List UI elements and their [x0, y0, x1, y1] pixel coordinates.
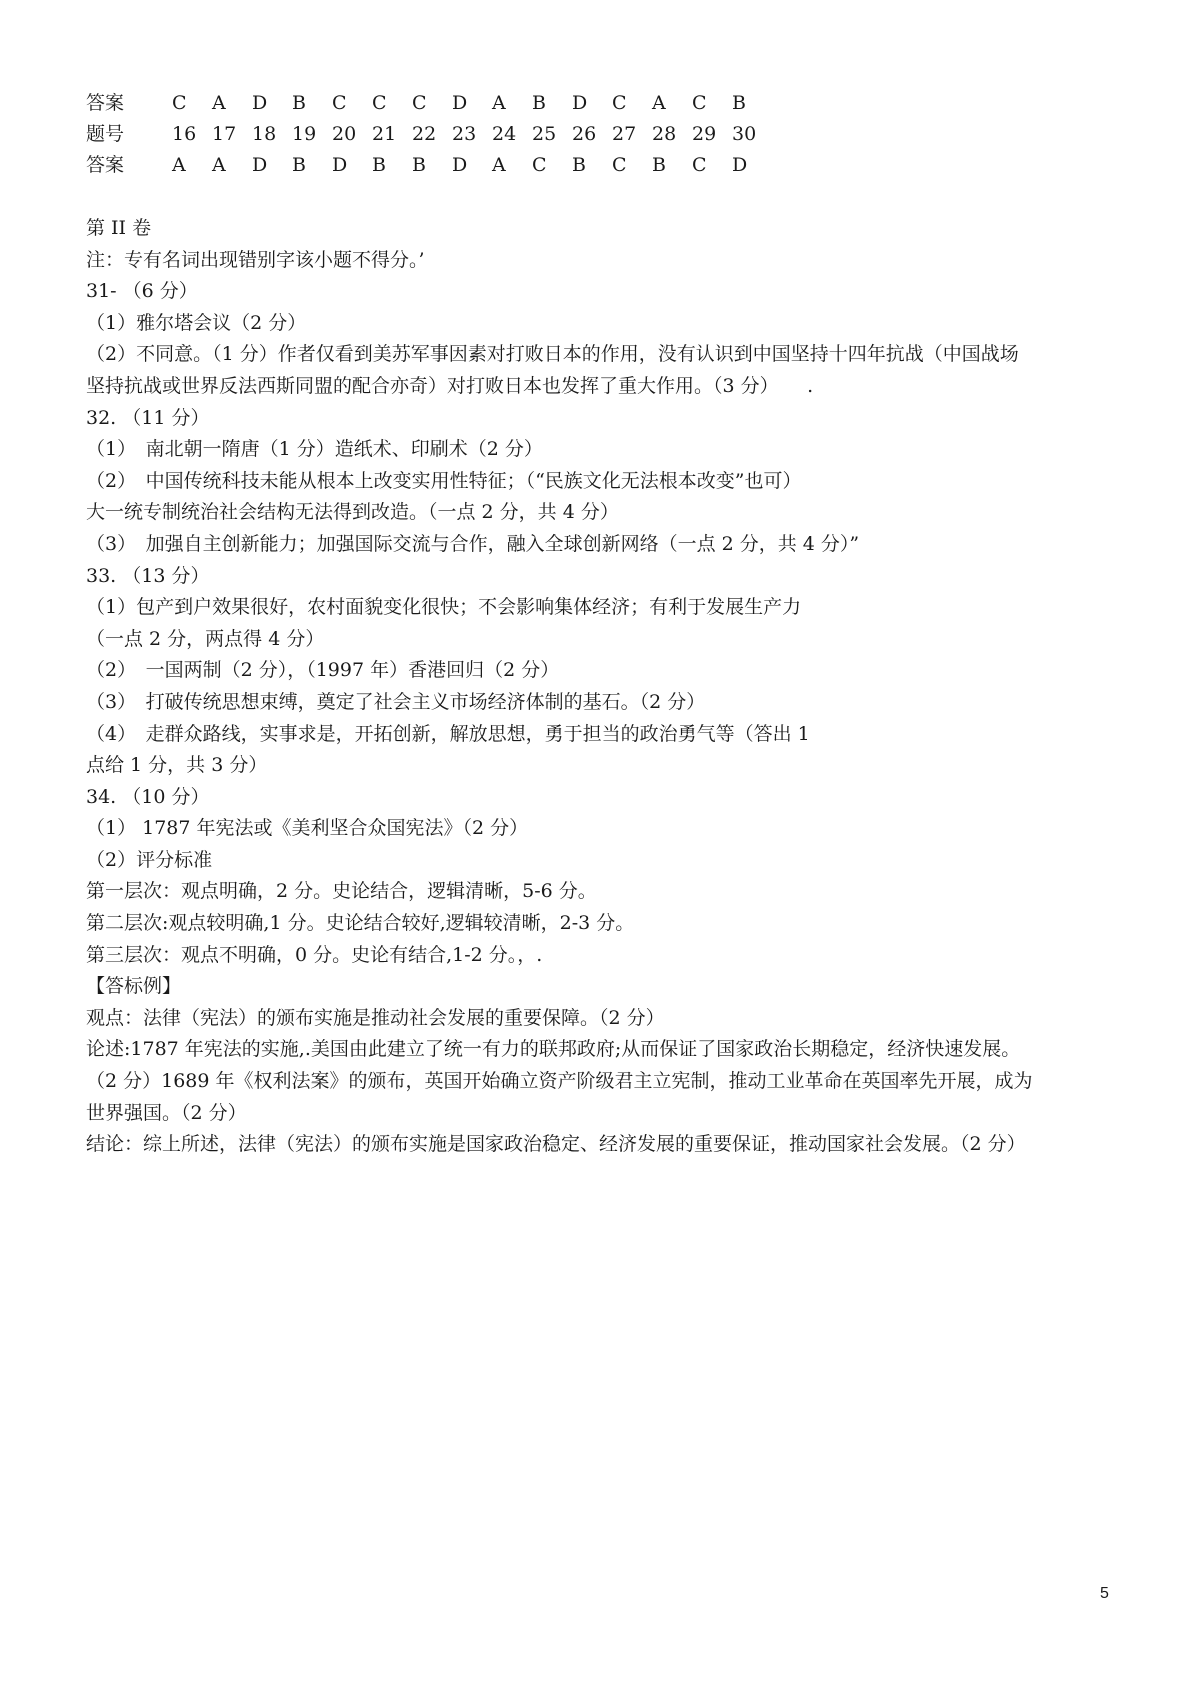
text-line: （2） 一国两制（2 分），（1997 年）香港回归（2 分） — [86, 659, 560, 682]
answer-table-cell: 30 — [732, 123, 757, 145]
answer-table-cell: C — [372, 92, 387, 114]
answer-table-cell: B — [372, 154, 386, 176]
answer-table-cell: 29 — [692, 123, 717, 145]
text-line: 第二层次:观点较明确,1 分。史论结合较好,逻辑较清晰，2-3 分。 — [86, 912, 635, 935]
answer-table-cell: C — [172, 92, 187, 114]
answer-table-cell: 25 — [532, 123, 557, 145]
answer-table-cell: 23 — [452, 123, 477, 145]
answer-table-cell: A — [212, 92, 226, 114]
answer-table-cell: C — [692, 154, 707, 176]
answer-table-cell: C — [532, 154, 547, 176]
answer-table-cell: D — [452, 92, 468, 114]
answer-table-cell: C — [612, 92, 627, 114]
text-line: 坚持抗战或世界反法西斯同盟的配合亦奇）对打败日本也发挥了重大作用。（3 分） . — [86, 374, 814, 397]
answer-table-cell: 26 — [572, 123, 597, 145]
answer-table-cell: D — [252, 92, 268, 114]
answer-table-cell: A — [492, 92, 506, 114]
text-line: （1）包产到户效果很好，农村面貌变化很快；不会影响集体经济；有利于发展生产力 — [86, 596, 802, 619]
text-line: 结论：综上所述，法律（宪法）的颁布实施是国家政治稳定、经济发展的重要保证，推动国家社会发展。（2 分） — [86, 1133, 1026, 1156]
answer-table-cell: D — [252, 154, 268, 176]
text-line: （2） 中国传统科技未能从根本上改变实用性特征；（“民族文化无法根本改变”也可） — [86, 469, 802, 492]
answer-table — [86, 88, 772, 181]
answer-table-cell: 24 — [492, 123, 517, 145]
answer-table-row — [86, 119, 772, 150]
text-line: 观点：法律（宪法）的颁布实施是推动社会发展的重要保障。（2 分） — [86, 1006, 665, 1029]
text-line: 31- （6 分） — [86, 280, 198, 303]
answer-table-row-label: 答案 — [86, 154, 125, 176]
answer-table-cell: A — [652, 92, 666, 114]
text-line: 第 II 卷 — [86, 217, 152, 239]
answer-table-cell: D — [452, 154, 468, 176]
text-line: （3） 加强自主创新能力；加强国际交流与合作，融入全球创新网络（一点 2 分，共 4 分）” — [86, 532, 860, 555]
text-line: 34. （10 分） — [86, 785, 210, 808]
answer-table-cell: 22 — [412, 123, 437, 145]
answer-table-cell: D — [732, 154, 748, 176]
answer-table-cell: B — [652, 154, 666, 176]
text-line: （2）不同意。（1 分）作者仅看到美苏军事因素对打败日本的作用，没有认识到中国坚持十四年抗战（中国战场 — [86, 343, 1019, 366]
text-line: （1）雅尔塔会议（2 分） — [86, 311, 307, 334]
answer-table-cell: D — [572, 92, 588, 114]
text-line: 33. （13 分） — [86, 564, 210, 587]
answer-table-cell: C — [412, 92, 427, 114]
answer-table-row — [86, 88, 772, 119]
text-line: （1） 南北朝一隋唐（1 分）造纸术、印刷术（2 分） — [86, 438, 543, 461]
answer-table-cell: B — [732, 92, 746, 114]
answer-table-cell: 27 — [612, 123, 637, 145]
answer-table-cell: C — [692, 92, 707, 114]
answer-table-cell: 19 — [292, 123, 317, 145]
answer-table-cell: A — [172, 154, 186, 176]
text-line: 点给 1 分，共 3 分） — [86, 754, 268, 777]
answer-table-row-label: 答案 — [86, 92, 125, 114]
text-line: 32. （11 分） — [86, 406, 210, 429]
answer-table-cell: B — [532, 92, 546, 114]
answer-table-cell: 21 — [372, 123, 397, 145]
answer-table-cell: 16 — [172, 123, 197, 145]
text-line: （1） 1787 年宪法或《美利坚合众国宪法》（2 分） — [86, 817, 529, 840]
text-line: 第三层次：观点不明确，0 分。史论有结合,1-2 分。，. — [86, 943, 543, 966]
page-number: 5 — [1100, 1585, 1109, 1602]
answer-table-cell: C — [612, 154, 627, 176]
text-line: （4） 走群众路线，实事求是，开拓创新，解放思想，勇于担当的政治勇气等（答出 1 — [86, 722, 810, 745]
text-line: （2 分）1689 年《权利法案》的颁布，英国开始确立资产阶级君主立宪制，推动工业革命在英国率先开展，成为 — [86, 1070, 1033, 1093]
answer-table-cell: C — [332, 92, 347, 114]
text-line: 大一统专制统治社会结构无法得到改造。（一点 2 分，共 4 分） — [86, 501, 619, 524]
text-line: 【答标例】 — [86, 975, 182, 998]
answer-table-cell: A — [212, 154, 226, 176]
answer-table-cell: 28 — [652, 123, 677, 145]
answer-table-cell: B — [292, 154, 306, 176]
answer-table-row — [86, 150, 772, 181]
answer-table-cell: B — [292, 92, 306, 114]
answer-table-cell: 18 — [252, 123, 277, 145]
answer-table-cell: B — [572, 154, 586, 176]
answer-table-cell: B — [412, 154, 426, 176]
text-line: 注：专有名词出现错别字该小题不得分。’ — [86, 248, 425, 271]
answer-table-row-label: 题号 — [86, 123, 125, 145]
answer-table-cell: 20 — [332, 123, 357, 145]
text-line: 论述:1787 年宪法的实施,.美国由此建立了统一有力的联邦政府;从而保证了国家政治长期稳定，经济快速发展。 — [86, 1038, 1021, 1061]
answer-table-cell: D — [332, 154, 348, 176]
answer-content — [86, 213, 1136, 1161]
text-line: （一点 2 分，两点得 4 分） — [86, 627, 325, 650]
text-line: （3） 打破传统思想束缚，奠定了社会主义市场经济体制的基石。（2 分） — [86, 690, 706, 713]
answer-table-cell: A — [492, 154, 506, 176]
text-line: 第一层次：观点明确，2 分。史论结合，逻辑清晰，5-6 分。 — [86, 880, 597, 903]
text-line: 世界强国。（2 分） — [86, 1101, 247, 1124]
text-line: （2）评分标准 — [86, 848, 213, 871]
answer-table-cell: 17 — [212, 123, 237, 145]
